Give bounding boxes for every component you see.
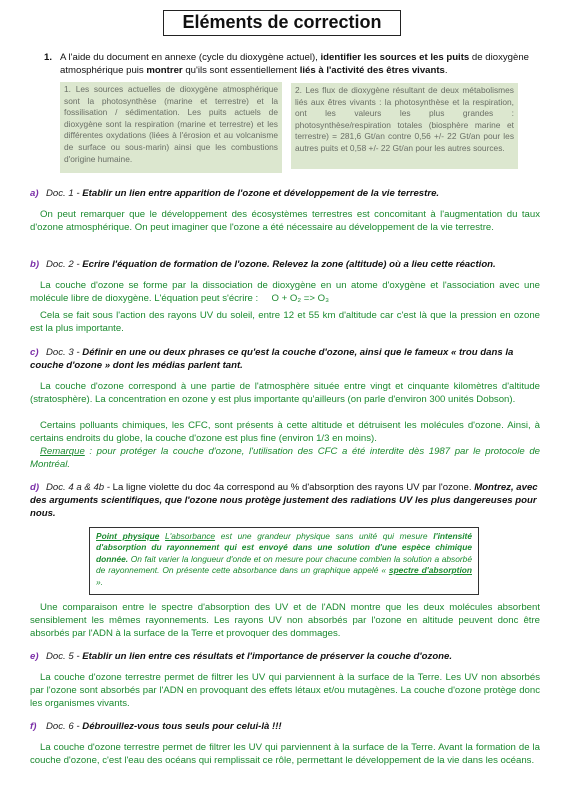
physics-note-bold: l'intensité d'absorption du rayonnement qui est envoyé dans une solution d'une espèce chimique donnée. xyxy=(96,531,473,564)
question-d xyxy=(30,481,545,520)
answer-text: Cela se fait sous l'action des rayons UV du soleil, entre 12 et 55 km d'altitude car c'est là que la pression en ozone est la plus importante. xyxy=(30,310,540,334)
answer-text: Certains polluants chimiques, les CFC, sont présents à cette altitude et détruisent les molécules d'ozone. Ainsi, à certains endroits du globe, la couche d'ozone est plus fine (environ 1/3 en moins). xyxy=(30,420,540,444)
q1-bold-part: liés à l'activité des êtres vivants xyxy=(299,65,445,76)
question-1 xyxy=(40,51,535,77)
equation: O + O₂ => O₃ xyxy=(271,293,330,304)
question-context: La ligne violette du doc 4a correspond au % d'absorption des rayons UV par l'ozone. xyxy=(112,482,475,493)
physics-note-text: ». xyxy=(96,576,103,587)
q1-text-part: . xyxy=(444,65,448,76)
page-title-box xyxy=(163,10,401,36)
question-letter: b) xyxy=(30,259,40,270)
doc-ref: Doc. 6 - xyxy=(46,721,83,732)
question-f xyxy=(30,720,545,733)
question-letter: d) xyxy=(30,482,40,493)
answer-c-remark xyxy=(30,445,540,471)
answer-text: On peut remarquer que le développement des écosystèmes terrestres est concomitant à l'augmentation du taux d'ozone atmosphérique. On peut imaginer que l'ozone a été nécessaire au développement de la vie terrestre. xyxy=(30,209,540,233)
answer-b xyxy=(30,279,540,305)
answer-b-2 xyxy=(30,309,540,335)
answer-text: La couche d'ozone terrestre permet de filtrer les UV qui parviennent à la surface de la Terre. Avant la formation de la couche d'ozone, c'est l'eau des océans qui remplissait ce rôle, permettant le développement de la vie dans les océans. xyxy=(30,742,540,766)
doc-ref: Doc. 3 - xyxy=(46,347,83,358)
remark-text xyxy=(30,445,540,471)
question-letter: f) xyxy=(30,721,37,732)
question-instruction: Ecrire l'équation de formation de l'ozone. Relevez la zone (altitude) où a lieu cette réaction. xyxy=(82,259,496,270)
scanned-answer-left: 1. Les sources actuelles de dioxygène atmosphérique sont la photosynthèse (marine et terrestre) et la fossilisation / sédimentation. Les puits actuels de dioxygène sont la respiration (marine et terrestre) et les différentes oxydations (liées à l'érosion et au volcanisme de surface ou sous-marin) ainsi que les combustions d'origine humaine. xyxy=(60,82,282,173)
q1-text-part: de dioxygène atmosphérique puis xyxy=(60,52,530,76)
question-b xyxy=(30,258,545,271)
answer-text: La couche d'ozone correspond à une partie de l'atmosphère située entre vingt et cinquante kilomètres d'altitude (stratosphère). La concentration en ozone y est plus importante qu'ailleurs (on parle d'environ 300 unités Dobson). xyxy=(30,381,540,405)
remark-body: : pour protéger la couche d'ozone, l'utilisation des CFC a été interdite dès 1987 par le protocole de Montréal. xyxy=(30,446,540,470)
answer-a xyxy=(30,208,540,234)
question-letter: e) xyxy=(30,651,39,662)
question-1-text xyxy=(60,51,535,77)
question-e xyxy=(30,650,545,663)
question-a xyxy=(30,187,545,200)
answer-b-text xyxy=(30,279,540,305)
answer-d xyxy=(30,601,540,640)
physics-note-term: L'absorbance xyxy=(165,531,216,541)
question-letter: a) xyxy=(30,188,39,199)
answer-text: La couche d'ozone terrestre permet de filtrer les UV qui parviennent à la surface de la Terre. Les UV non absorbés par l'ozone sont absorbés par l'ADN en provoquant des effets létaux et/ou mutagènes. La couche d'ozone protège donc les organismes vivants. xyxy=(30,672,540,709)
physics-note-text: est une grandeur physique sans unité qui mesure xyxy=(215,531,434,541)
answer-text: La couche d'ozone se forme par la dissociation de dioxygène en un atome d'oxygène et l'association avec une molécule libre de dioxygène. L'équation peut s'écrire : xyxy=(30,280,540,304)
remark-label: Remarque xyxy=(40,446,85,457)
answer-c-2 xyxy=(30,419,540,445)
physics-note-box xyxy=(89,527,479,595)
answer-text: Une comparaison entre le spectre d'absorption des UV et de l'ADN montre que les deux molécules absorbent sensiblement les mêmes rayonnements. Les rayons UV non absorbés par l'ozone en altitude peuvent donc être absorbés par l'ADN à la surface de la Terre et provoquer des dommages. xyxy=(30,602,540,639)
question-instruction: Montrez, avec des arguments scientifiques, que l'ozone nous protège justement des radiations UV les plus dangereuses pour nous. xyxy=(30,482,538,519)
physics-note-term: spectre d'absorption xyxy=(388,565,473,576)
question-instruction: Définir en une ou deux phrases ce qu'est la couche d'ozone, ainsi que le fameux « trou dans la couche d'ozone » dont les médias parlent tant. xyxy=(30,347,514,371)
q1-text-part: qu'ils sont essentiellement xyxy=(182,65,300,76)
doc-ref: Doc. 1 - xyxy=(46,188,83,199)
doc-ref: Doc. 2 - xyxy=(46,259,83,270)
physics-note-text: On fait varier la longueur d'onde et on mesure pour chacune combien la solution a absorbé de rayonnement. On présente cette absorbance dans un graphique appelé « xyxy=(96,553,472,576)
doc-ref: Doc. 4 a & 4b - xyxy=(46,482,113,493)
doc-ref: Doc. 5 - xyxy=(46,651,83,662)
scanned-answer-right: 2. Les flux de dioxygène résultant de deux métabolismes liés aux êtres vivants : la photosynthèse et la respiration, ont les valeurs les plus grandes : photosynthèse/respiration totales (biosphère marine et terrestre) = 281,6 Gt/an contre 0,56 +/- 22 Gt/an pour les autres puits et 0,58 +/- 22 Gt/an pour les autres sources. xyxy=(291,83,518,169)
answer-e xyxy=(30,671,540,710)
physics-note-label: Point physique xyxy=(96,531,160,541)
answer-f xyxy=(30,741,540,767)
q1-bold-part: montrer xyxy=(146,65,183,76)
q1-text-part: A l'aide du document en annexe (cycle du dioxygène actuel), xyxy=(60,52,321,63)
question-instruction: Débrouillez-vous tous seuls pour celui-là !!! xyxy=(82,721,282,732)
question-letter: c) xyxy=(30,347,39,358)
question-instruction: Etablir un lien entre ces résultats et l'importance de préserver la couche d'ozone. xyxy=(82,651,453,662)
question-instruction: Etablir un lien entre apparition de l'ozone et développement de la vie terrestre. xyxy=(82,188,440,199)
answer-c xyxy=(30,380,540,406)
question-number: 1. xyxy=(44,52,53,63)
question-c xyxy=(30,346,545,372)
page-title: Eléments de correction xyxy=(182,12,382,32)
q1-bold-part: identifier les sources et les puits xyxy=(320,52,470,63)
